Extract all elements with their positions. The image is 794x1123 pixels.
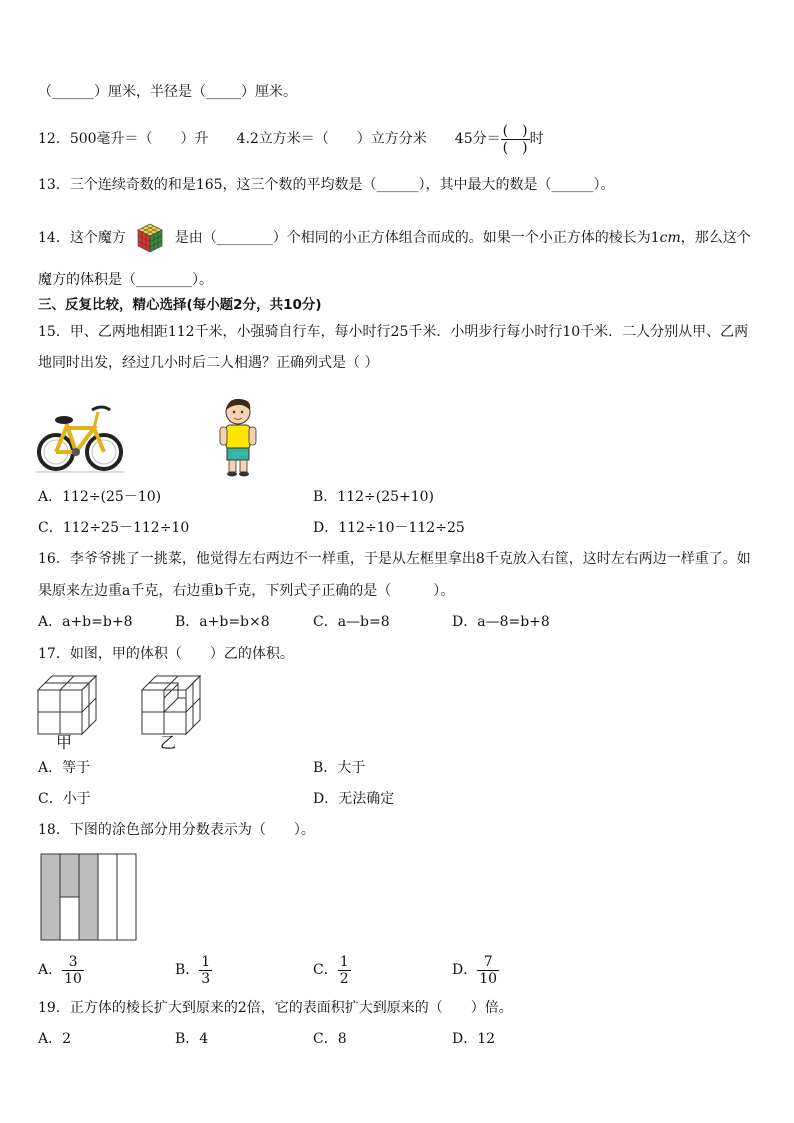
q18-c-fraction <box>338 954 351 987</box>
q19-line: 19．正方体的棱长扩大到原来的2倍，它的表面积扩大到原来的（ ）倍。 <box>38 1000 513 1016</box>
q18-d-fraction <box>477 954 499 987</box>
q12-suffix: 时 <box>529 131 544 147</box>
q19-option-b[interactable]: B．4 <box>175 1031 209 1047</box>
q17-option-d[interactable]: D．无法确定 <box>313 791 395 807</box>
q12-fraction <box>501 123 530 156</box>
q18-b-den: 3 <box>201 970 211 987</box>
section-3-heading: 三、反复比较，精心选择(每小题2分，共10分) <box>38 297 322 313</box>
cube-yi-figure <box>140 668 204 736</box>
q16-option-a[interactable]: A．a+b=b+8 <box>38 614 133 630</box>
q19-option-d[interactable]: D．12 <box>452 1031 496 1047</box>
q16-line1: 16．李爷爷挑了一挑菜，他觉得左右两边不一样重，于是从左框里拿出8千克放入右筐，这时左右两边一样重了。如 <box>38 551 751 567</box>
q17-line: 17．如图，甲的体积（ ）乙的体积。 <box>38 646 294 662</box>
q18-b-fraction <box>199 954 212 987</box>
q18-a-den: 10 <box>64 970 82 987</box>
q16-line2: 果原来左边重a千克，右边重b千克，下列式子正确的是（ ）。 <box>38 583 455 599</box>
q16-option-d[interactable]: D．a—8=b+8 <box>452 614 550 630</box>
q19-option-a[interactable]: A．2 <box>38 1031 72 1047</box>
q15-option-a[interactable]: A．112÷(25－10) <box>38 489 162 505</box>
q18-option-a[interactable] <box>38 952 84 988</box>
rubiks-cube-image <box>134 222 166 254</box>
label-yi: 乙 <box>160 733 177 752</box>
q18-d-num: 7 <box>477 954 499 971</box>
q18-a-label: A． <box>38 962 63 978</box>
q15-line1: 15．甲、乙两地相距112千米，小强骑自行车，每小时行25千米．小明步行每小时行10千米．二人分别从甲、乙两 <box>38 324 749 340</box>
question-14 <box>38 222 751 254</box>
q18-option-c[interactable] <box>313 952 351 988</box>
q17-option-c[interactable]: C．小于 <box>38 791 91 807</box>
q18-line: 18．下图的涂色部分用分数表示为（ ）。 <box>38 822 315 838</box>
question-13: 13．三个连续奇数的和是165，这三个数的平均数是（______），其中最大的数是（______）。 <box>38 177 615 193</box>
bicycle-image <box>36 400 124 478</box>
q18-option-d[interactable] <box>452 952 499 988</box>
q18-b-num: 1 <box>201 953 211 970</box>
q14-unit: cm <box>659 230 681 246</box>
q18-b-label: B． <box>175 962 200 978</box>
q12-fraction-den: ( ) <box>502 139 528 156</box>
q14-line2: 魔方的体积是（________）。 <box>38 272 213 288</box>
q15-option-d[interactable]: D．112÷10－112÷25 <box>313 520 465 536</box>
q12-fraction-num: ( ) <box>502 122 528 139</box>
q12-text: 12．500毫升＝（ ）升 4.2立方米＝（ ）立方分米 45分＝ <box>38 131 501 147</box>
boy-walking-image <box>212 396 264 478</box>
q18-d-label: D． <box>452 962 478 978</box>
q15-line2: 地同时出发，经过几小时后二人相遇？正确列式是（ ） <box>38 355 379 371</box>
q19-option-c[interactable]: C．8 <box>313 1031 347 1047</box>
cube-jia-figure <box>36 668 100 736</box>
q18-c-label: C． <box>313 962 338 978</box>
q14-text-c: ，那么这个 <box>680 230 751 246</box>
q18-d-den: 10 <box>479 970 498 987</box>
q16-option-c[interactable]: C．a—b=8 <box>313 614 390 630</box>
q17-option-b[interactable]: B．大于 <box>313 760 366 776</box>
q18-a-fraction <box>62 954 84 987</box>
question-12 <box>38 122 544 156</box>
q14-text-a: 14．这个魔方 <box>38 230 126 246</box>
shaded-rectangle-figure <box>40 853 138 943</box>
q18-c-num: 1 <box>339 953 349 970</box>
q17-option-a[interactable]: A．等于 <box>38 760 91 776</box>
q18-option-b[interactable] <box>175 952 212 988</box>
q14-text-b: 是由（________）个相同的小正方体组合而成的。如果一个小正方体的棱长为1 <box>174 230 660 246</box>
q15-option-c[interactable]: C．112÷25－112÷10 <box>38 520 190 536</box>
q18-a-num: 3 <box>62 954 84 971</box>
label-jia: 甲 <box>56 733 73 752</box>
q15-option-b[interactable]: B．112÷(25+10) <box>313 489 435 505</box>
q18-c-den: 2 <box>339 970 349 987</box>
q11-tail: （______）厘米，半径是（_____）厘米。 <box>38 84 297 100</box>
q16-option-b[interactable]: B．a+b=b×8 <box>175 614 270 630</box>
